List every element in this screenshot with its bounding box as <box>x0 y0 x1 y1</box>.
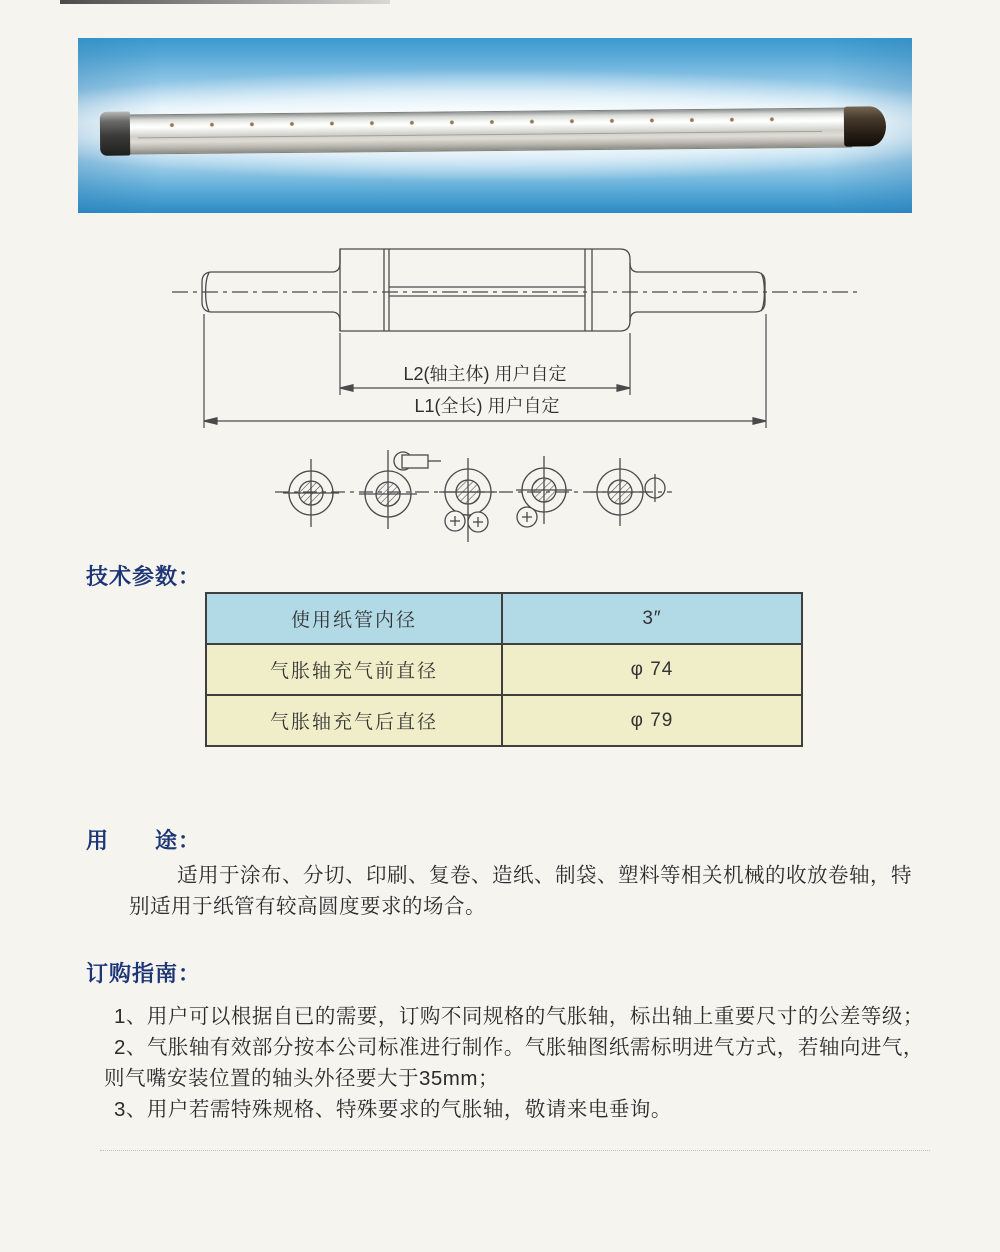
tech-params-heading: 技术参数： <box>86 564 202 589</box>
shaft-profile <box>172 249 858 331</box>
shaft-tube <box>128 108 852 155</box>
usage-heading: 用 途： <box>86 828 202 853</box>
param-value: φ 79 <box>503 696 801 745</box>
product-photo <box>78 38 912 213</box>
table-row <box>207 643 801 694</box>
ordering-item: 3、用户若需特殊规格、特殊要求的气胀轴，敬请来电垂询。 <box>114 1098 672 1121</box>
section-circle-1 <box>283 459 339 527</box>
ordering-list <box>104 1001 926 1125</box>
usage-paragraph: 适用于涂布、分切、印刷、复卷、造纸、制袋、塑料等相关机械的收放卷轴，特别适用于纸管有较高圆度要求的场合。 <box>129 864 912 918</box>
param-label: 气胀轴充气后直径 <box>207 696 503 745</box>
scan-artifact-line <box>100 1150 930 1151</box>
ordering-heading: 订购指南： <box>86 961 202 986</box>
shaft-cap-right <box>844 106 886 146</box>
section-circle-2 <box>359 450 441 529</box>
scan-artifact-strip <box>60 0 390 4</box>
shaft-air-holes <box>168 116 792 129</box>
param-label: 使用纸管内径 <box>207 594 503 643</box>
shaft-image <box>100 104 886 156</box>
shaft-cap-left <box>100 111 130 155</box>
technical-drawing <box>0 240 1000 555</box>
table-row <box>207 694 801 745</box>
param-value: 3″ <box>503 594 801 643</box>
dim-l2-label: L2(轴主体) 用户自定 <box>403 364 567 384</box>
dim-l2 <box>340 333 630 395</box>
section-circle-5 <box>591 458 665 526</box>
param-label: 气胀轴充气前直径 <box>207 645 503 694</box>
dim-l1-label: L1(全长) 用户自定 <box>414 396 560 416</box>
params-table <box>205 592 803 747</box>
ordering-item: 1、用户可以根据自已的需要，订购不同规格的气胀轴，标出轴上重要尺寸的公差等级； <box>114 1005 924 1028</box>
section-circle-3 <box>439 458 497 542</box>
shaft-seam-line <box>138 131 822 139</box>
param-value: φ 74 <box>503 645 801 694</box>
table-row <box>207 594 801 643</box>
cross-sections <box>275 450 672 542</box>
ordering-item: 2、气胀轴有效部分按本公司标准进行制作。气胀轴图纸需标明进气方式，若轴向进气，则气嘴安装位置的轴头外径要大于35mm； <box>104 1036 924 1090</box>
